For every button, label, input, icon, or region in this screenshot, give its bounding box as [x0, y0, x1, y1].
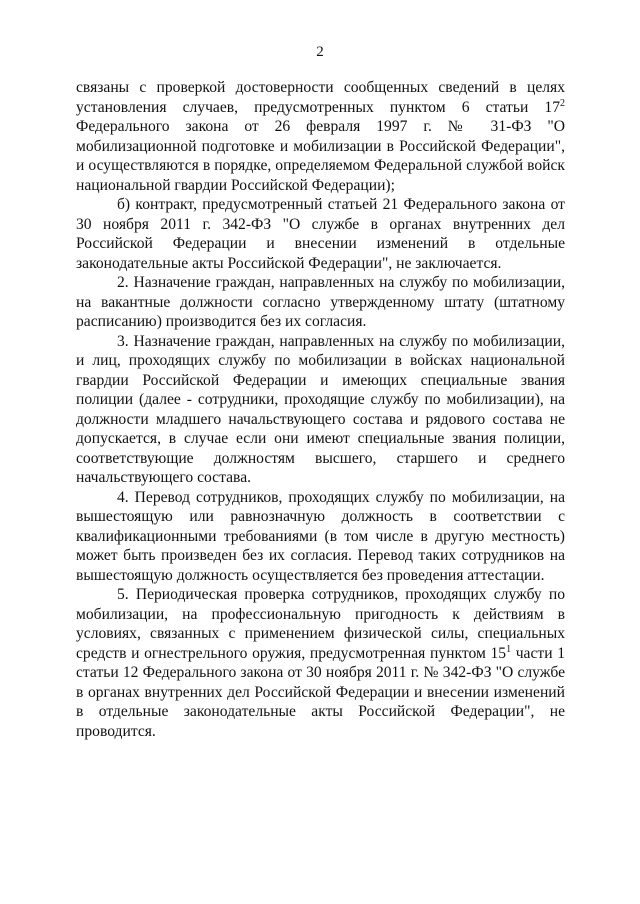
paragraph-5 [76, 585, 565, 741]
paragraph-text: Федерального закона от 26 февраля 1997 г. № 31-ФЗ "О мобилизационной подготовке и мобилизации в Российской Федерации", и осуществляются в порядке, определяемом Федеральной службой войск национальной гвардии Российской Федерации); [76, 118, 565, 194]
paragraph-text: связаны с проверкой достоверности сообщенных сведений в целях установления случаев, предусмотренных пунктом 6 статьи 17 [76, 79, 565, 116]
page-number: 2 [316, 44, 324, 60]
paragraph-text: части 1 статьи 12 Федерального закона от 30 ноября 2011 г. № 342-ФЗ "О службе в органах внутренних дел Российской Федерации и внесении изменений в отдельные законодательные акты Российской Федерации", не проводится. [76, 644, 565, 740]
superscript: 1 [506, 643, 512, 655]
paragraph-continuation [76, 78, 565, 195]
document-body [76, 78, 565, 741]
paragraph-2: 2. Назначение граждан, направленных на службу по мобилизации, на вакантные должности согласно утвержденному штату (штатному расписанию) производится без их согласия. [76, 274, 565, 330]
paragraph-3: 3. Назначение граждан, направленных на службу по мобилизации, и лиц, проходящих службу по мобилизации в войсках национальной гвардии Российской Федерации и имеющих специальные звания полиции (далее - сотрудники, проходящие службу по мобилизации), на должности младшего начальствующего состава и рядового состава не допускается, в случае если они имеют специальные звания полиции, соответствующие должностям высшего, старшего и среднего начальствующего состава. [76, 332, 565, 486]
paragraph-text: 5. Периодическая проверка сотрудников, проходящих службу по мобилизации, на профессиональную пригодность к действиям в условиях, связанных с применением физической силы, специальных средств и огнестрельного оружия, предусмотренная пунктом 15 [76, 586, 565, 662]
paragraph-b-contract: б) контракт, предусмотренный статьей 21 Федерального закона от 30 ноября 2011 г. 342-ФЗ "О службе в органах внутренних дел Российской Федерации и внесении изменений в отдельные законодательные акты Российской Федерации", не заключается. [76, 196, 565, 272]
paragraph-4: 4. Перевод сотрудников, проходящих службу по мобилизации, на вышестоящую или равнозначную должность в соответствии с квалификационными требованиями (в том числе в другую местность) может быть произведен без их согласия. Перевод таких сотрудников на вышестоящую должность осуществляется без проведения аттестации. [76, 488, 565, 584]
superscript: 2 [560, 97, 565, 109]
